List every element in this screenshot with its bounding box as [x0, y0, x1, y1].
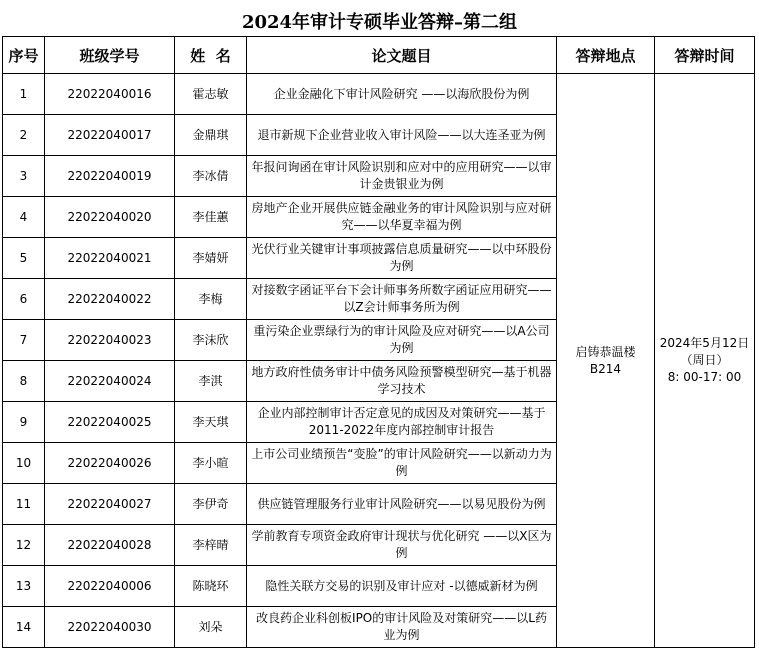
header-time: 答辩时间 [655, 37, 755, 74]
defense-location: 启铸恭温楼B214 [557, 74, 655, 648]
row-thesis: 学前教育专项资金政府审计现状与优化研究 ——以X区为例 [247, 525, 557, 566]
header-row [3, 37, 755, 74]
row-index: 3 [3, 156, 45, 197]
row-index: 1 [3, 74, 45, 115]
row-student-id: 22022040006 [45, 566, 175, 607]
row-thesis: 供应链管理服务行业审计风险研究——以易见股份为例 [247, 484, 557, 525]
row-thesis: 隐性关联方交易的识别及审计应对 -以德威新材为例 [247, 566, 557, 607]
row-student-id: 22022040022 [45, 279, 175, 320]
row-name: 霍志敏 [175, 74, 247, 115]
row-name: 李梓晴 [175, 525, 247, 566]
row-name: 李婧妍 [175, 238, 247, 279]
row-index: 9 [3, 402, 45, 443]
row-thesis: 对接数字函证平台下会计师事务所数字函证应用研究——以Z会计师事务所为例 [247, 279, 557, 320]
row-name: 李沫欣 [175, 320, 247, 361]
row-index: 10 [3, 443, 45, 484]
row-student-id: 22022040021 [45, 238, 175, 279]
row-student-id: 22022040025 [45, 402, 175, 443]
row-thesis: 年报问询函在审计风险识别和应对中的应用研究——以审计金贵银业为例 [247, 156, 557, 197]
row-thesis: 重污染企业票绿行为的审计风险及应对研究——以A公司为例 [247, 320, 557, 361]
row-student-id: 22022040028 [45, 525, 175, 566]
row-name: 陈晓环 [175, 566, 247, 607]
row-thesis: 改良药企业科创板IPO的审计风险及对策研究——以L药业为例 [247, 607, 557, 648]
row-thesis: 上市公司业绩预告“变脸”的审计风险研究——以新动力为例 [247, 443, 557, 484]
defense-time-weekday: （周日） [680, 353, 729, 367]
row-student-id: 22022040030 [45, 607, 175, 648]
row-index: 8 [3, 361, 45, 402]
defense-time-date: 2024年5月12日 [659, 336, 750, 350]
row-name: 李梅 [175, 279, 247, 320]
row-name: 李佳蕙 [175, 197, 247, 238]
header-name: 姓 名 [175, 37, 247, 74]
row-index: 13 [3, 566, 45, 607]
row-thesis: 地方政府性债务审计中债务风险预警模型研究—基于机器学习技术 [247, 361, 557, 402]
header-student-id: 班级学号 [45, 37, 175, 74]
schedule-table [2, 36, 755, 648]
table-row [3, 74, 755, 115]
row-thesis: 企业内部控制审计否定意见的成因及对策研究——基于2011-2022年度内部控制审计报告 [247, 402, 557, 443]
row-index: 5 [3, 238, 45, 279]
page-title: 2024年审计专硕毕业答辩–第二组 [241, 12, 518, 33]
row-student-id: 22022040023 [45, 320, 175, 361]
row-student-id: 22022040016 [45, 74, 175, 115]
header-thesis: 论文题目 [247, 37, 557, 74]
row-index: 14 [3, 607, 45, 648]
row-name: 李冰倩 [175, 156, 247, 197]
row-name: 李小暄 [175, 443, 247, 484]
defense-time [655, 74, 755, 648]
defense-time-hours: 8: 00-17: 00 [667, 370, 742, 384]
row-student-id: 22022040020 [45, 197, 175, 238]
row-thesis: 企业金融化下审计风险研究 ——以海欣股份为例 [247, 74, 557, 115]
header-index: 序号 [3, 37, 45, 74]
row-student-id: 22022040017 [45, 115, 175, 156]
row-thesis: 退市新规下企业营业收入审计风险——以大连圣亚为例 [247, 115, 557, 156]
row-index: 2 [3, 115, 45, 156]
row-thesis: 房地产企业开展供应链金融业务的审计风险识别与应对研究——以华夏幸福为例 [247, 197, 557, 238]
row-index: 11 [3, 484, 45, 525]
row-index: 7 [3, 320, 45, 361]
row-index: 12 [3, 525, 45, 566]
row-thesis: 光伏行业关键审计事项披露信息质量研究——以中环股份为例 [247, 238, 557, 279]
row-name: 李淇 [175, 361, 247, 402]
row-student-id: 22022040026 [45, 443, 175, 484]
row-name: 金鼎琪 [175, 115, 247, 156]
row-index: 4 [3, 197, 45, 238]
row-student-id: 22022040019 [45, 156, 175, 197]
row-name: 李伊奇 [175, 484, 247, 525]
row-student-id: 22022040027 [45, 484, 175, 525]
row-name: 李天琪 [175, 402, 247, 443]
row-index: 6 [3, 279, 45, 320]
row-name: 刘朵 [175, 607, 247, 648]
header-location: 答辩地点 [557, 37, 655, 74]
row-student-id: 22022040024 [45, 361, 175, 402]
